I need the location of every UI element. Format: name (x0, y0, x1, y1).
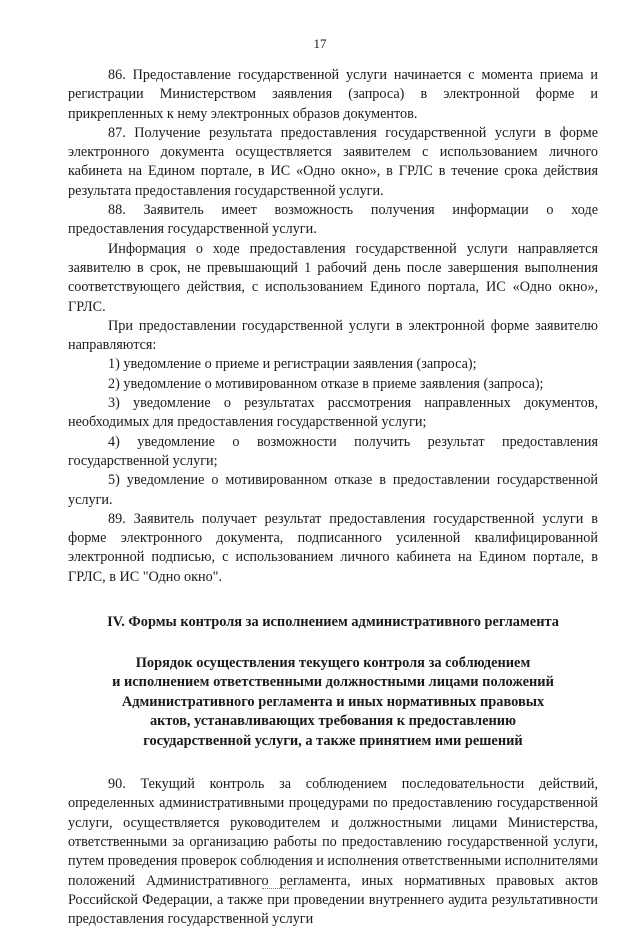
paragraph-89: 89. Заявитель получает результат предоставления государственной услуги в форме электронного документа, подписанного усиленной квалифицированной электронной подписью, с использованием личного кабинета на Едином портале, в ГРЛС, в ИС "Одно окно". (68, 510, 598, 585)
subsection-heading (68, 654, 598, 751)
paragraph-87: 87. Получение результата предоставления государственной услуги в форме электронного документа осуществляется заявителем с использованием личного кабинета на Едином портале, в ИС «Одно окно», в ГРЛС в течение срока действия результата предоставления государственной услуги. (68, 124, 598, 199)
paragraph-88-list-intro: При предоставлении государственной услуги в электронной форме заявителю направляются: (68, 317, 598, 354)
document-body (68, 66, 598, 929)
page-number: 17 (313, 36, 327, 51)
section-heading: IV. Формы контроля за исполнением административного регламента (107, 614, 559, 631)
list-item-3: 3) уведомление о результатах рассмотрения направленных документов, необходимых для предоставления государственной услуги; (68, 395, 598, 431)
list-item-5: 5) уведомление о мотивированном отказе в предоставлении государственной услуги. (68, 472, 598, 508)
list-item-1: 1) уведомление о приеме и регистрации заявления (запроса); (108, 356, 477, 373)
paragraph-88: 88. Заявитель имеет возможность получения информации о ходе предоставления государственной услуги. (68, 202, 598, 238)
list-item-2: 2) уведомление о мотивированном отказе в приеме заявления (запроса); (108, 375, 544, 392)
footer-dotted-mark (262, 888, 292, 890)
subsection-heading-line: актов, устанавливающих требования к предоставлению (149, 713, 517, 730)
subsection-heading-line: государственной услуги, а также принятием ими решений (143, 732, 523, 749)
paragraph-86: 86. Предоставление государственной услуги начинается с момента приема и регистрации Министерством заявления (запроса) в электронной форме и прикрепленных к нему электронных образов документов. (68, 67, 598, 122)
subsection-heading-line: Порядок осуществления текущего контроля за соблюдением (135, 655, 531, 672)
subsection-heading-line: и исполнением ответственными должностными лицами положений (112, 674, 554, 691)
paragraph-90: 90. Текущий контроль за соблюдением последовательности действий, определенных административными процедурами по предоставлению государственной услуги, осуществляется руководителем и должностными лицами Министерства, ответственными за организацию работы по предоставлению государственной услуги, путем проведения проверок соблюдения и исполнения ответственными исполнителями положений Административного регламента, иных нормативных правовых актов Российской Федерации, а также при проведении внутреннего аудита результативности предоставления государственной услуги (68, 776, 599, 928)
paragraph-88-info: Информация о ходе предоставления государственной услуги направляется заявителю в срок, не превышающий 1 рабочий день после завершения выполнения соответствующего действия, с использованием Единого портала, ИС «Одно окно», ГРЛС. (68, 240, 598, 315)
list-item-4: 4) уведомление о возможности получить результат предоставления государственной услуги; (68, 433, 598, 469)
subsection-heading-line: Административного регламента и иных нормативных правовых (121, 693, 545, 710)
